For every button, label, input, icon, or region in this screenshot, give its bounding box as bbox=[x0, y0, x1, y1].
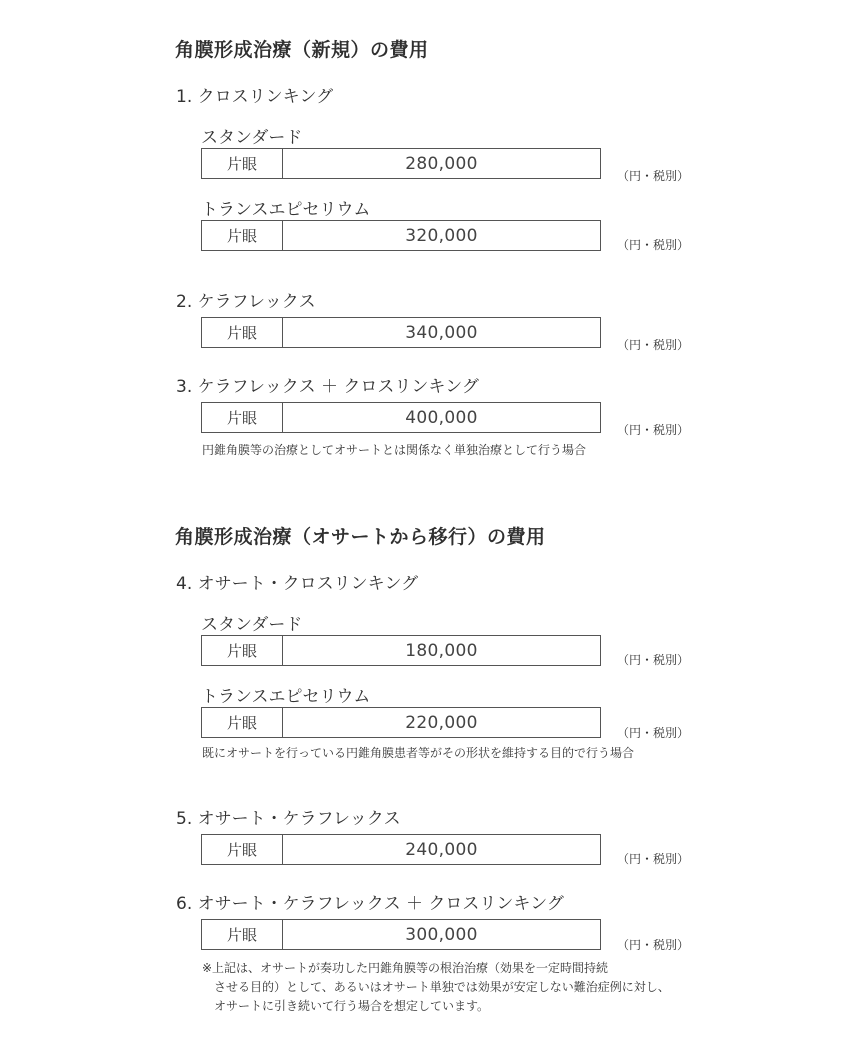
price-unit: （円・税別） bbox=[617, 169, 690, 183]
item3-note: 円錐角膜等の治療としてオサートとは関係なく単独治療として行う場合 bbox=[202, 443, 587, 457]
price-table-item4-standard bbox=[201, 635, 601, 666]
footnote bbox=[202, 959, 670, 1016]
price-cell: 220,000 bbox=[405, 712, 478, 733]
section2-heading: 角膜形成治療（オサートから移行）の費用 bbox=[175, 526, 546, 548]
price-unit: （円・税別） bbox=[617, 338, 690, 352]
price-cell: 340,000 bbox=[405, 322, 478, 343]
footnote-line: させる目的）として、あるいはオサート単独では効果が安定しない難治症例に対し、 bbox=[202, 980, 670, 994]
price-unit: （円・税別） bbox=[617, 238, 690, 252]
item4-standard-label: スタンダード bbox=[201, 615, 303, 635]
eye-cell: 片眼 bbox=[202, 920, 283, 949]
price-unit: （円・税別） bbox=[617, 938, 690, 952]
price-table-item1-standard bbox=[201, 148, 601, 179]
eye-cell: 片眼 bbox=[202, 835, 283, 864]
price-table-item4-transepi bbox=[201, 707, 601, 738]
footnote-line: ※上記は、オサートが奏功した円錐角膜等の根治治療（効果を一定時間持続 bbox=[202, 961, 609, 975]
price-unit: （円・税別） bbox=[617, 852, 690, 866]
item4-transepi-label: トランスエピセリウム bbox=[201, 687, 371, 707]
eye-cell: 片眼 bbox=[202, 149, 283, 178]
item4-note: 既にオサートを行っている円錐角膜患者等がその形状を維持する目的で行う場合 bbox=[202, 746, 635, 760]
price-table-item6 bbox=[201, 919, 601, 950]
price-table-item2 bbox=[201, 317, 601, 348]
eye-cell: 片眼 bbox=[202, 318, 283, 347]
price-table-item5 bbox=[201, 834, 601, 865]
price-cell: 320,000 bbox=[405, 225, 478, 246]
price-unit: （円・税別） bbox=[617, 653, 690, 667]
price-table-item1-transepi bbox=[201, 220, 601, 251]
item1-title: 1. クロスリンキング bbox=[176, 87, 334, 107]
item5-title: 5. オサート・ケラフレックス bbox=[176, 809, 401, 829]
footnote-line: オサートに引き続いて行う場合を想定しています。 bbox=[202, 999, 490, 1013]
item3-title: 3. ケラフレックス ＋ クロスリンキング bbox=[176, 377, 479, 397]
price-cell: 240,000 bbox=[405, 839, 478, 860]
item4-title: 4. オサート・クロスリンキング bbox=[176, 574, 419, 594]
eye-cell: 片眼 bbox=[202, 403, 283, 432]
eye-cell: 片眼 bbox=[202, 636, 283, 665]
item1-standard-label: スタンダード bbox=[201, 128, 303, 148]
eye-cell: 片眼 bbox=[202, 221, 283, 250]
item1-transepi-label: トランスエピセリウム bbox=[201, 200, 371, 220]
section1-heading: 角膜形成治療（新規）の費用 bbox=[175, 39, 429, 61]
price-unit: （円・税別） bbox=[617, 726, 690, 740]
price-cell: 400,000 bbox=[405, 407, 478, 428]
eye-cell: 片眼 bbox=[202, 708, 283, 737]
item6-title: 6. オサート・ケラフレックス ＋ クロスリンキング bbox=[176, 894, 564, 914]
price-table-item3 bbox=[201, 402, 601, 433]
item2-title: 2. ケラフレックス bbox=[176, 292, 316, 312]
price-cell: 280,000 bbox=[405, 153, 478, 174]
price-cell: 300,000 bbox=[405, 924, 478, 945]
price-cell: 180,000 bbox=[405, 640, 478, 661]
price-unit: （円・税別） bbox=[617, 423, 690, 437]
